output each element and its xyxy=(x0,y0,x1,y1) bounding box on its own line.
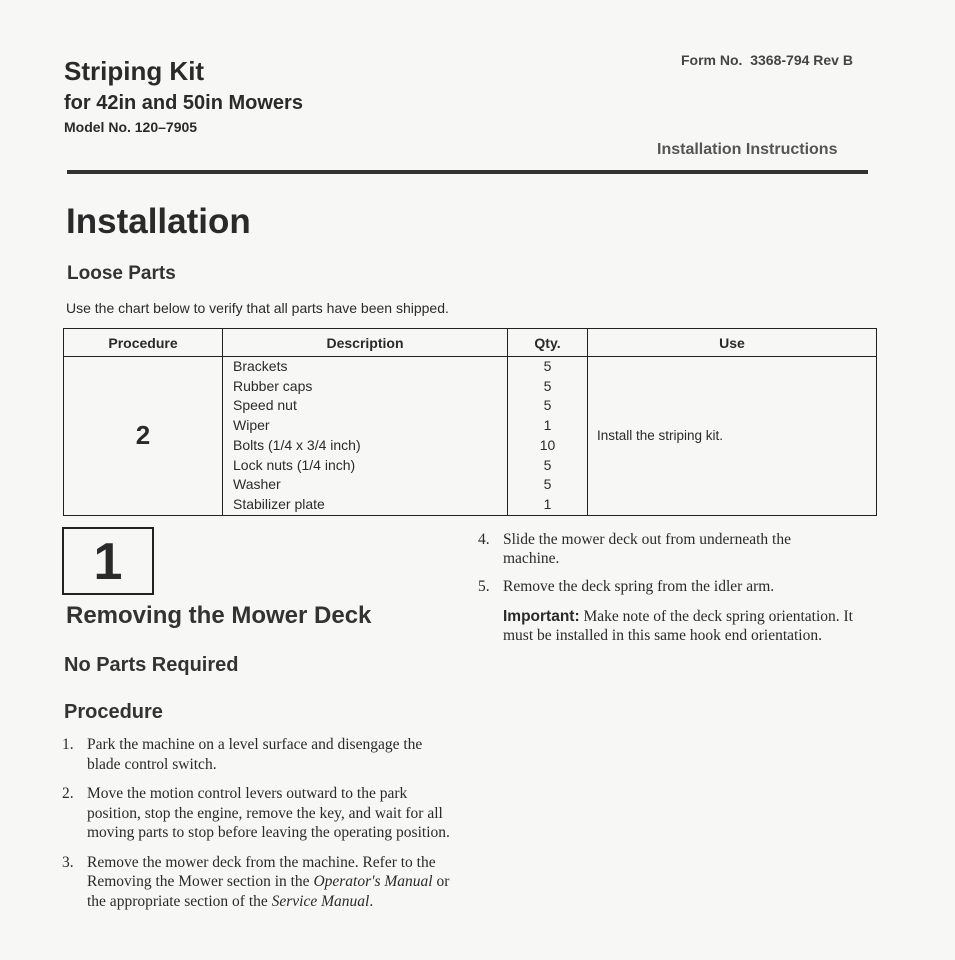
part-description: Rubber caps xyxy=(233,377,313,394)
procedure-number: 2 xyxy=(64,357,223,516)
step-num: 3. xyxy=(62,853,74,871)
part-qty: 5 xyxy=(543,397,552,414)
part-description: Lock nuts (1/4 inch) xyxy=(233,456,356,473)
col-use: Use xyxy=(588,329,877,357)
part-description: Washer xyxy=(233,476,281,493)
step-text: or the appropriate section of the xyxy=(87,873,450,910)
step-item xyxy=(62,853,457,912)
step-item xyxy=(62,735,457,774)
step-number-box: 1 xyxy=(62,527,154,595)
use-cell: Install the striping kit. xyxy=(588,357,877,516)
col-procedure: Procedure xyxy=(64,329,223,357)
part-qty: 5 xyxy=(543,377,552,394)
step-item xyxy=(478,577,848,596)
manual-ref: Operator's Manual xyxy=(313,873,433,890)
step-num: 5. xyxy=(478,578,490,595)
doc-title: Striping Kit xyxy=(64,56,205,86)
part-description: Speed nut xyxy=(233,397,297,414)
part-qty: 1 xyxy=(543,417,552,434)
part-qty: 1 xyxy=(543,495,552,512)
step-text: Move the motion control levers outward to the park position, stop the engine, remove the key, and wait for all moving parts to stop before leaving the operating position. xyxy=(87,785,450,841)
doc-subtitle: for 42in and 50in Mowers xyxy=(64,92,303,114)
header-rule xyxy=(67,170,868,174)
step-text: Park the machine on a level surface and disengage the blade control switch. xyxy=(87,736,423,773)
part-description: Bolts (1/4 x 3/4 inch) xyxy=(233,436,361,453)
model-number: Model No. 120–7905 xyxy=(64,119,198,135)
part-qty: 5 xyxy=(543,476,552,493)
step-title: Removing the Mower Deck xyxy=(66,602,372,629)
part-description: Stabilizer plate xyxy=(233,495,325,512)
manual-ref: Service Manual xyxy=(271,892,370,910)
col-description: Description xyxy=(223,329,508,357)
part-description: Brackets xyxy=(233,358,288,374)
procedure-steps-left xyxy=(62,735,457,911)
parts-table xyxy=(63,328,877,516)
part-qty: 5 xyxy=(543,456,552,473)
form-number: Form No. 3368-794 Rev B xyxy=(681,52,853,68)
important-text: Make note of the deck spring orientation. It must be installed in this same hook end orientation. xyxy=(503,608,853,644)
procedure-steps-right xyxy=(478,530,848,605)
step-text: Remove the mower deck from the machine. Refer to the Removing the Mower section in the xyxy=(87,853,436,890)
step-text: Slide the mower deck out from underneath the machine. xyxy=(503,531,791,567)
step-text: Remove the deck spring from the idler arm. xyxy=(503,578,775,595)
step-num: 4. xyxy=(478,531,490,548)
no-parts-required: No Parts Required xyxy=(64,654,239,676)
description-cell xyxy=(223,357,508,516)
qty-cell xyxy=(508,357,588,516)
important-label: Important: xyxy=(503,608,580,625)
intro-text: Use the chart below to verify that all parts have been shipped. xyxy=(66,300,449,316)
part-qty: 5 xyxy=(543,358,552,374)
step-num: 2. xyxy=(62,785,74,802)
step-num: 1. xyxy=(62,736,74,753)
procedure-heading: Procedure xyxy=(64,701,163,723)
step-item xyxy=(478,530,848,568)
step-item xyxy=(62,784,457,843)
part-description: Wiper xyxy=(233,417,270,434)
important-note xyxy=(503,607,853,645)
step-text: . xyxy=(369,892,374,910)
section-heading: Installation xyxy=(66,202,251,241)
col-qty: Qty. xyxy=(508,329,588,357)
doc-type: Installation Instructions xyxy=(657,141,838,158)
part-qty: 10 xyxy=(539,436,556,453)
loose-parts-heading: Loose Parts xyxy=(67,263,176,284)
